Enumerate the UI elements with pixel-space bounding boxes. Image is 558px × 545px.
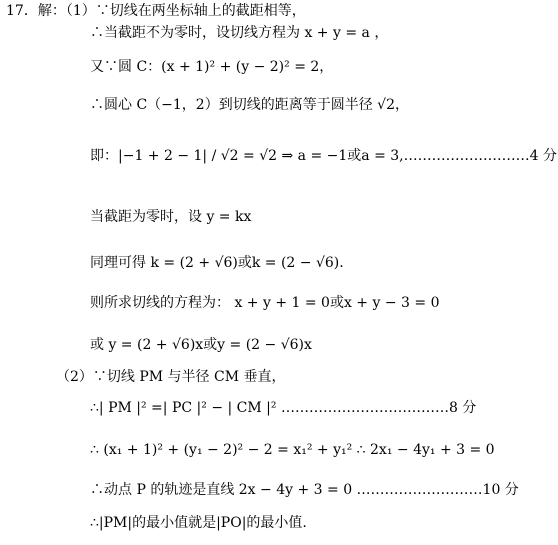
line-5: 即：|−1 + 2 − 1| / √2 = √2 ⇒ a = −1或a = 3,………………………4 分 (90, 148, 557, 164)
line-4: ∴圆心 C（−1，2）到切线的距离等于圆半径 √2， (90, 97, 409, 113)
line-7: 同理可得 k = (2 + √6)或k = (2 − √6). (90, 255, 344, 271)
line-9: 或 y = (2 + √6)x或y = (2 − √6)x (90, 337, 312, 353)
line-11: ∴| PM |² =| PC |² − | CM |² ………………………………8 分 (90, 400, 477, 416)
line-10: （2）∵切线 PM 与半径 CM 垂直， (56, 369, 286, 385)
line-12: ∴ (x₁ + 1)² + (y₁ − 2)² − 2 = x₁² + y₁² ∴ 2x₁ − 4y₁ + 3 = 0 (90, 442, 495, 458)
line-3: 又∵圆 C：(x + 1)² + (y − 2)² = 2， (90, 59, 334, 75)
line-6: 当截距为零时，设 y = kx (90, 209, 252, 225)
line-1: 17．解：（1）∵切线在两坐标轴上的截距相等， (6, 3, 306, 19)
line-8: 则所求切线的方程为： x + y + 1 = 0或x + y − 3 = 0 (90, 295, 440, 311)
line-14: ∴|PM|的最小值就是|PO|的最小值. (90, 515, 307, 531)
line-2: ∴当截距不为零时，设切线方程为 x + y = a ， (90, 25, 389, 41)
line-13: ∴动点 P 的轨迹是直线 2x − 4y + 3 = 0 ………………………10 分 (90, 482, 519, 498)
